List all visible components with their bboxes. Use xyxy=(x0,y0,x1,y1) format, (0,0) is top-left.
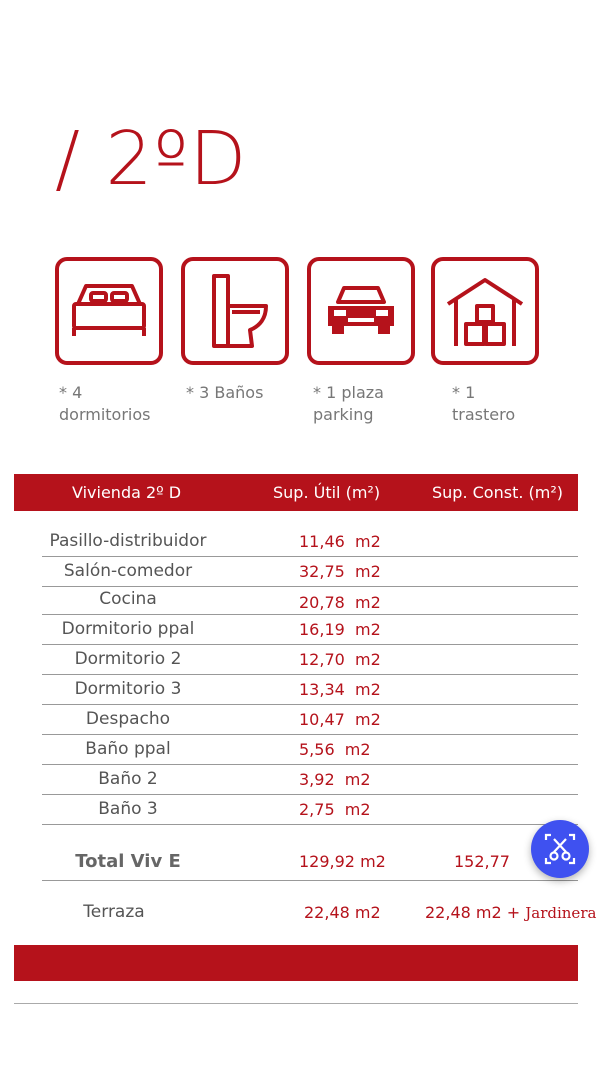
row-divider xyxy=(42,824,578,825)
page-title: / 2ºD xyxy=(55,116,248,202)
room-util: 10,47 m2 xyxy=(299,710,381,729)
table-row xyxy=(14,527,578,557)
bathrooms-label: * 3 Baños xyxy=(186,383,264,402)
room-util: 12,70 m2 xyxy=(299,650,381,669)
car-icon xyxy=(316,266,406,356)
storage-feature-box xyxy=(431,257,539,365)
table-row xyxy=(14,765,578,795)
total-util: 129,92 m2 xyxy=(299,852,386,871)
table-row xyxy=(14,735,578,765)
terraza-util: 22,48 m2 xyxy=(304,903,381,922)
terraza-const xyxy=(425,903,596,922)
header-sup-util: Sup. Útil (m²) xyxy=(273,483,381,502)
screenshot-edit-button[interactable] xyxy=(531,820,589,878)
header-vivienda: Vivienda 2º D xyxy=(72,483,182,502)
room-util: 5,56 m2 xyxy=(299,740,371,759)
room-name: Salón-comedor xyxy=(63,561,193,581)
table-header xyxy=(14,474,578,511)
total-row xyxy=(14,847,578,881)
table-row xyxy=(14,675,578,705)
room-name: Dormitorio 3 xyxy=(74,679,182,699)
terraza-const-value: 22,48 m2 + xyxy=(425,903,521,922)
bedrooms-label: * 4 dormitorios xyxy=(59,383,151,424)
room-util: 3,92 m2 xyxy=(299,770,371,789)
bedrooms-feature-box xyxy=(55,257,163,365)
room-util: 13,34 m2 xyxy=(299,680,381,699)
table-row xyxy=(14,795,578,825)
room-name: Dormitorio 2 xyxy=(74,649,182,669)
room-name: Baño ppal xyxy=(85,739,171,759)
room-name: Pasillo-distribuidor xyxy=(49,531,207,551)
parking-feature-box xyxy=(307,257,415,365)
room-util: 16,19 m2 xyxy=(299,620,381,639)
room-util: 2,75 m2 xyxy=(299,800,371,819)
row-divider xyxy=(42,880,578,881)
total-label: Total Viv E xyxy=(75,851,181,872)
room-util: 11,46 m2 xyxy=(299,532,381,551)
table-row xyxy=(14,615,578,645)
table-row xyxy=(14,645,578,675)
bathrooms-feature-box xyxy=(181,257,289,365)
terraza-row xyxy=(14,898,597,928)
room-name: Baño 3 xyxy=(98,799,158,819)
header-sup-const: Sup. Const. (m²) xyxy=(432,483,563,502)
room-name: Dormitorio ppal xyxy=(61,619,195,639)
terraza-label: Terraza xyxy=(83,902,145,922)
table-row xyxy=(14,557,578,587)
parking-label: * 1 plaza parking xyxy=(313,383,384,424)
storage-icon xyxy=(440,266,530,356)
room-util: 20,78 m2 xyxy=(299,593,381,612)
storage-label: * 1 trastero xyxy=(452,383,516,424)
room-name: Baño 2 xyxy=(98,769,158,789)
screenshot-scissors-icon xyxy=(543,832,577,866)
terraza-extra: Jardinera xyxy=(525,904,597,922)
total-const: 152,77 xyxy=(454,852,510,871)
table-row xyxy=(14,705,578,735)
room-name: Despacho xyxy=(85,709,171,729)
footer-divider xyxy=(14,1003,578,1004)
toilet-icon xyxy=(190,266,280,356)
room-name: Cocina xyxy=(99,589,157,609)
table-footer-bar xyxy=(14,945,578,981)
bed-icon xyxy=(64,266,154,356)
room-util: 32,75 m2 xyxy=(299,562,381,581)
table-row xyxy=(14,585,578,615)
